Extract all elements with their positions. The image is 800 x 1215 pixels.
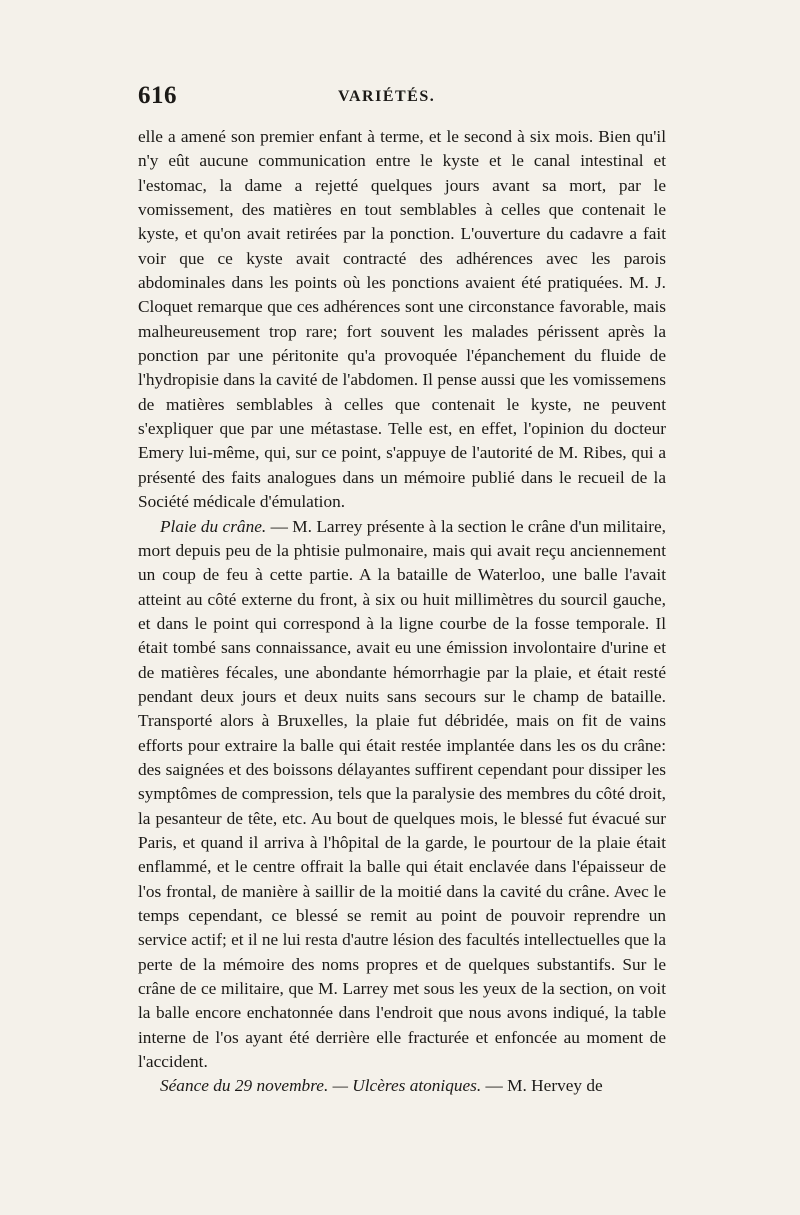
paragraph-seance — [138, 1074, 666, 1098]
paragraph-text: — M. Hervey de — [481, 1076, 603, 1096]
body-text — [138, 125, 666, 1099]
paragraph-text: elle a amené son premier enfant à terme, et le second à six mois. Bien qu'il n'y eût aucune communication entre le kyste et le canal intestinal et l'estomac, la dame a rejetté quelques jours avant sa mort, par le vomissement, des matières en tout semblables à celles que contenait le kyste, et qu'on avait retirées par la ponction. L'ouverture du cadavre a fait voir que ce kyste avait contracté des adhérences avec les parois abdominales dans les points où les ponctions avaient été pratiquées. M. J. Cloquet remarque que ces adhérences sont une circonstance favorable, mais malheureusement trop rare; fort souvent les malades périssent après la ponction par une péritonite qu'a provoquée l'épanchement du fluide de l'hydropisie dans la cavité de l'abdomen. Il pense aussi que les vomissemens de matières semblables à celles que contenait le kyste, ne peuvent s'expliquer que par une métastase. Telle est, en effet, l'opinion du docteur Emery lui-même, qui, sur ce point, s'appuye de l'autorité de M. Ribes, qui a présenté des faits analogues dans un mémoire publié dans le recueil de la Société médicale d'émulation. — [138, 127, 666, 512]
section-title: Plaie du crâne. — [160, 516, 267, 536]
page-number: 616 — [138, 82, 177, 109]
running-head: VARIÉTÉS. — [338, 88, 436, 105]
paragraph-text: — M. Larrey présente à la section le crâne d'un militaire, mort depuis peu de la phtisie pulmonaire, mais qui avait reçu anciennement un coup de feu à cette partie. A la bataille de Waterloo, une balle l'avait atteint au côté externe du front, à six ou huit millimètres du sourcil gauche, et dans le point qui correspond à la ligne courbe de la fosse temporale. Il était tombé sans connaissance, avait eu une émission involontaire d'urine et de matières fécales, une abondante hémorrhagie par la plaie, et était resté pendant deux jours et deux nuits sans secours sur le champ de bataille. Transporté alors à Bruxelles, la plaie fut débridée, mais on fit de vains efforts pour extraire la balle qui était restée implantée dans les os du crâne: des saignées et des boissons délayantes suffirent cependant pour dissiper les symptômes de compression, tels que la paralysie des membres du côté droit, la pesanteur de tête, etc. Au bout de quelques mois, le blessé fut évacué sur Paris, et quand il arriva à l'hôpital de la garde, le pourtour de la plaie était enflammé, et le centre offrait la balle qui était enclavée dans l'épaisseur de l'os frontal, de manière à saillir de la moitié dans la cavité du crâne. Avec le temps cependant, ce blessé se remit au point de pouvoir reprendre un service actif; et il ne lui resta d'autre lésion des facultés intellectuelles que la perte de la mémoire des noms propres et de quelques substantifs. Sur le crâne de ce militaire, que M. Larrey met sous les yeux de la section, on voit la balle encore enchatonnée dans l'endroit que nous avons indiqué, la table interne de l'os ayant été derrière elle fracturée et enfoncée au moment de l'accident. — [138, 516, 667, 1072]
paragraph-plaie-du-crane — [138, 515, 666, 1075]
page-header — [138, 82, 666, 122]
paragraph-continued — [138, 125, 666, 515]
section-title: Séance du 29 novembre. — Ulcères atoniques. — [160, 1076, 482, 1096]
